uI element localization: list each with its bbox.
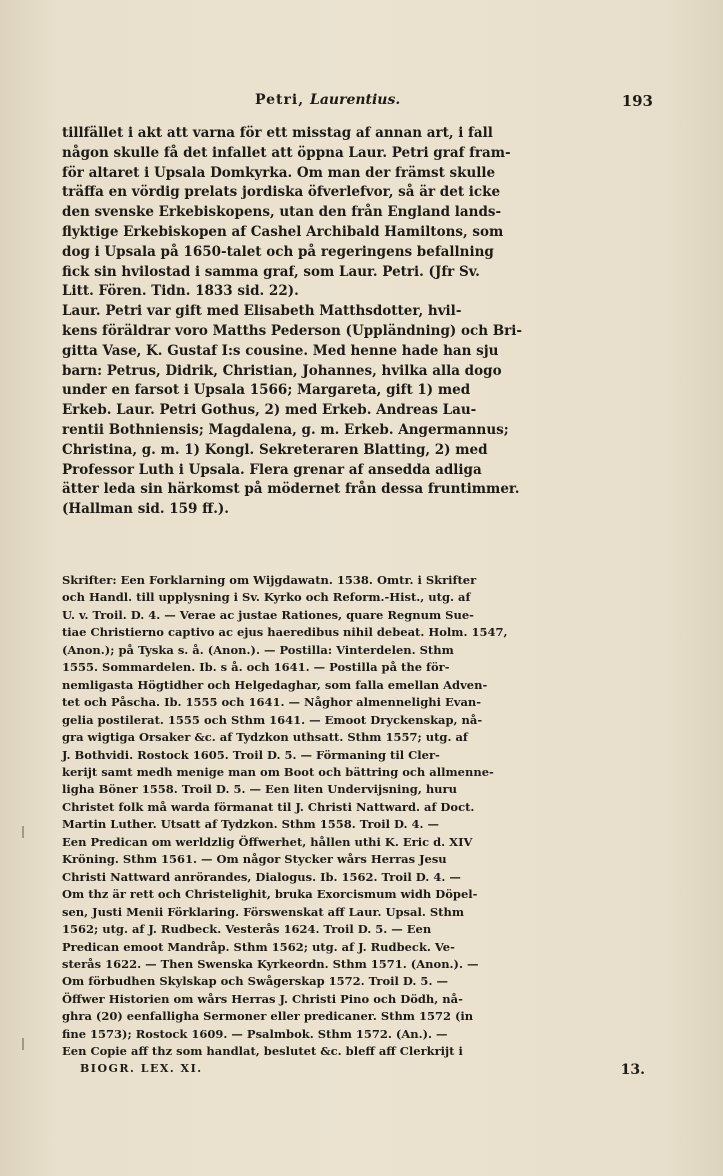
text-line: (Hallman sid. 159 ff.). [62, 501, 230, 518]
text-line: Erkeb. Laur. Petri Gothus, 2) med Erkeb. Andreas Lau- [62, 402, 477, 419]
text-line: ätter leda sin härkomst på mödernet från dessa fruntimmer. [62, 481, 520, 498]
footnote-line: J. Bothvidi. Rostock 1605. Troil D. 5. — Förmaning til Cler- [62, 747, 440, 762]
running-title-prefix: Petri, [255, 92, 305, 108]
text-line: träffa en vördig prelats jordiska öfverlefvor, så är det icke [62, 184, 501, 201]
footnote-line: Kröning. Sthm 1561. — Om någor Stycker wårs Herras Jesu [62, 852, 447, 867]
footnote-line: U. v. Troil. D. 4. — Verae ac justae Rationes, quare Regnum Sue- [62, 607, 474, 622]
footnote-line: Öffwer Historien om wårs Herras J. Christi Pino och Dödh, nå- [62, 991, 463, 1006]
text-line: gitta Vase, K. Gustaf I:s cousine. Med henne hade han sju [62, 342, 499, 359]
footnote-line: ghra (20) eenfalligha Sermoner eller predicaner. Sthm 1572 (in [62, 1009, 474, 1024]
footnote-line: Christi Nattward anrörandes, Dialogus. Ib. 1562. Troil D. 4. — [62, 869, 461, 884]
margin-mark [22, 1038, 24, 1050]
text-line: flyktige Erkebiskopen af Cashel Archibald Hamiltons, som [62, 223, 504, 240]
text-line: kens föräldrar voro Matths Pederson (Uppländning) och Bri- [62, 322, 523, 339]
text-line: för altaret i Upsala Domkyrka. Om man der främst skulle [62, 164, 496, 181]
footnote-line: fine 1573); Rostock 1609. — Psalmbok. Sthm 1572. (An.). — [62, 1026, 448, 1041]
text-line: Laur. Petri var gift med Elisabeth Matthsdotter, hvil- [62, 303, 462, 320]
footnote-line: tiae Christierno captivo ac ejus haeredibus nihil debeat. Holm. 1547, [62, 625, 508, 640]
footnote-line: Christet folk må warda förmanat til J. Christi Nattward. af Doct. [62, 799, 475, 814]
footnote-block [62, 572, 670, 1061]
footnote-line: ligha Böner 1558. Troil D. 5. — Een liten Undervijsning, huru [62, 782, 457, 797]
text-line: tillfället i akt att varna för ett misstag af annan art, i fall [62, 125, 493, 141]
page-header [60, 92, 663, 114]
footnote-line: 1562; utg. af J. Rudbeck. Vesterås 1624. Troil D. 5. — Een [62, 922, 432, 937]
text-line: rentii Bothniensis; Magdalena, g. m. Erkeb. Angermannus; [62, 421, 509, 438]
running-title-name: Laurentius. [309, 92, 401, 108]
main-text [62, 124, 670, 520]
footnote-line: kerijt samt medh menige man om Boot och bättring och allmenne- [62, 764, 494, 779]
page-footer [80, 1062, 663, 1082]
text-line: någon skulle få det infallet att öppna Laur. Petri graf fram- [62, 144, 511, 161]
footnote-line: gra wigtiga Orsaker &c. af Tydzkon uthsatt. Sthm 1557; utg. af [62, 730, 468, 745]
signature-mark: BIOGR. LEX. XI. [80, 1062, 203, 1075]
footnote-line: nemligasta Högtidher och Helgedaghar, som falla emellan Adven- [62, 677, 488, 692]
text-line: fick sin hvilostad i samma graf, som Laur. Petri. (Jfr Sv. [62, 263, 480, 280]
footnote-line: (Anon.); på Tyska s. å. (Anon.). — Postilla: Vinterdelen. Sthm [62, 642, 454, 657]
footnote-line: sterås 1622. — Then Swenska Kyrkeordn. Sthm 1571. (Anon.). — [62, 956, 479, 971]
gathering-number: 13. [620, 1062, 645, 1078]
text-line: under en farsot i Upsala 1566; Margareta, gift 1) med [62, 382, 471, 399]
footnote-line: sen, Justi Menii Förklaring. Förswenskat aff Laur. Upsal. Sthm [62, 904, 465, 919]
footnote-line: Skrifter: Een Forklarning om Wijgdawatn. 1538. Omtr. i Skrifter [62, 573, 477, 587]
running-title [255, 92, 400, 108]
text-line: Professor Luth i Upsala. Flera grenar af ansedda adliga [62, 461, 482, 478]
text-line: Litt. Fören. Tidn. 1833 sid. 22). [62, 283, 299, 300]
footnote-line: tet och Påscha. Ib. 1555 och 1641. — Någhor almennelighi Evan- [62, 695, 482, 710]
margin-mark [22, 826, 24, 838]
footnote-line: Een Predican om werldzlig Öffwerhet, hållen uthi K. Eric d. XIV [62, 834, 473, 849]
text-line: den svenske Erkebiskopens, utan den från England lands- [62, 204, 502, 221]
footnote-line: och Handl. till upplysning i Sv. Kyrko och Reform.-Hist., utg. af [62, 590, 471, 605]
footnote-line: Een Copie aff thz som handlat, beslutet &c. bleff aff Clerkrijt i [62, 1044, 463, 1059]
text-line: barn: Petrus, Didrik, Christian, Johannes, hvilka alla dogo [62, 362, 502, 379]
footnote-line: Predican emoot Mandråp. Sthm 1562; utg. af J. Rudbeck. Ve- [62, 939, 455, 954]
page-number: 193 [621, 92, 653, 110]
text-line: dog i Upsala på 1650-talet och på regeringens befallning [62, 243, 494, 260]
footnote-line: gelia postilerat. 1555 och Sthm 1641. — Emoot Dryckenskap, nå- [62, 712, 483, 727]
text-line: Christina, g. m. 1) Kongl. Sekreteraren Blatting, 2) med [62, 441, 488, 458]
footnote-line: Martin Luther. Utsatt af Tydzkon. Sthm 1558. Troil D. 4. — [62, 817, 440, 832]
footnote-line: 1555. Sommardelen. Ib. s å. och 1641. — Postilla på the för- [62, 660, 450, 675]
footnote-line: Om förbudhen Skylskap och Swågerskap 1572. Troil D. 5. — [62, 974, 448, 989]
footnote-line: Om thz är rett och Christelighit, bruka Exorcismum widh Döpel- [62, 887, 478, 902]
